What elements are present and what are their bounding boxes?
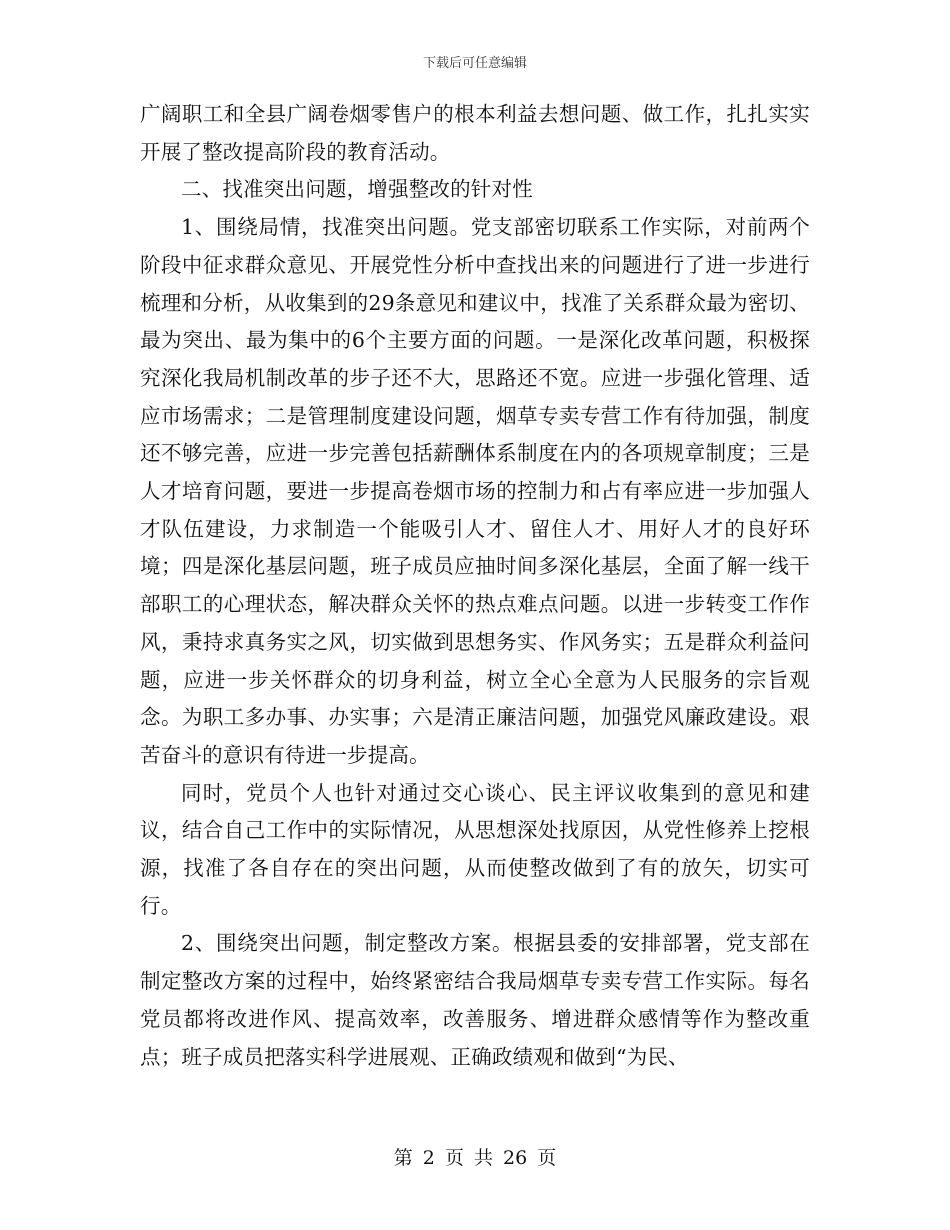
paragraph-continuation: 广阔职工和全县广阔卷烟零售户的根本利益去想问题、做工作，扎扎实实开展了整改提高阶段的教育活动。 <box>140 102 810 164</box>
paragraph: 同时，党员个人也针对通过交心谈心、民主评议收集到的意见和建议，结合自己工作中的实际情况，从思想深处找原因，从党性修养上挖根源，找准了各自存在的突出问题，从而使整改做到了有的放矢，切实可行。 <box>140 780 810 918</box>
paragraph: 2、围绕突出问题，制定整改方案。根据县委的安排部署，党支部在制定整改方案的过程中，始终紧密结合我局烟草专卖专营工作实际。每名党员都将改进作风、提高效率，改善服务、增进群众感情等作为整改重点；班子成员把落实科学进展观、正确政绩观和做到“为民、 <box>140 931 810 1069</box>
document-body <box>140 96 810 1076</box>
header-note: 下载后可任意编辑 <box>422 56 527 71</box>
paragraph: 1、围绕局情，找准突出问题。党支部密切联系工作实际，对前两个阶段中征求群众意见、开展党性分析中查找出来的问题进行了进一步进行梳理和分析，从收集到的29条意见和建议中，找准了关系群众最为密切、最为突出、最为集中的6个主要方面的问题。一是深化改革问题，积极探究深化我局机制改革的步子还不大，思路还不宽。应进一步强化管理、适应市场需求；二是管理制度建设问题，烟草专卖专营工作有待加强，制度还不够完善，应进一步完善包括薪酬体系制度在内的各项规章制度；三是人才培育问题，要进一步提高卷烟市场的控制力和占有率应进一步加强人才队伍建设，力求制造一个能吸引人才、留住人才、用好人才的良好环境；四是深化基层问题，班子成员应抽时间多深化基层，全面了解一线干部职工的心理状态，解决群众关怀的热点难点问题。以进一步转变工作作风，秉持求真务实之风，切实做到思想务实、作风务实；五是群众利益问题，应进一步关怀群众的切身利益，树立全心全意为人民服务的宗旨观念。为职工多办事、办实事；六是清正廉洁问题，加强党风廉政建设。艰苦奋斗的意识有待进一步提高。 <box>140 215 810 767</box>
section-heading: 二、找准突出问题，增强整改的针对性 <box>181 177 533 202</box>
page-number: 第 2 页 共 26 页 <box>393 1147 557 1169</box>
